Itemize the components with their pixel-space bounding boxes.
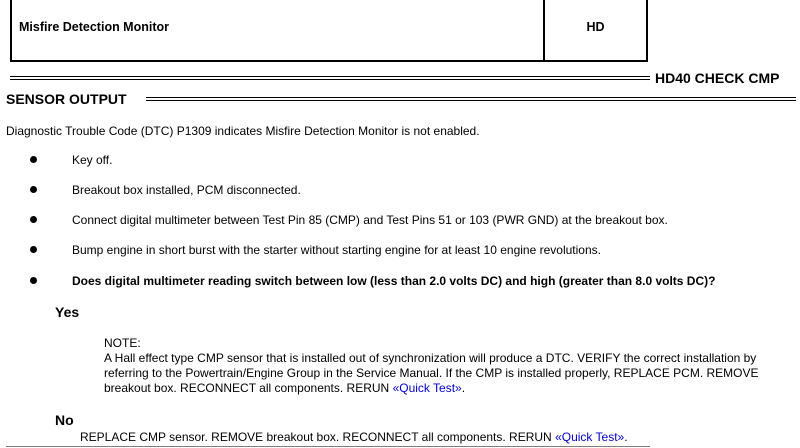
yes-label: Yes [55, 304, 80, 320]
note-end: . [461, 381, 466, 395]
yes-note [104, 336, 794, 396]
bullet-icon [30, 186, 37, 193]
section-subtitle: SENSOR OUTPUT [6, 91, 127, 107]
step-item: Breakout box installed, PCM disconnected. [72, 183, 301, 197]
step-item: Key off. [72, 153, 113, 167]
section-title: HD40 CHECK CMP [655, 70, 780, 86]
section-rule [10, 76, 650, 80]
bottom-rule [6, 446, 650, 447]
step-question: Does digital multimeter reading switch between low (less than 2.0 volts DC) and high (greater than 8.0 volts DC)? [72, 274, 716, 288]
header-title: Misfire Detection Monitor [19, 20, 170, 34]
bullet-icon [30, 216, 37, 223]
note-body: A Hall effect type CMP sensor that is installed out of synchronization will produce a DTC. VERIFY the correct installation by referring to the Powertrain/Engine Group in the Service Manual. If the CMP is installed properly, REPLACE PCM. REMOVE breakout box. RECONNECT all components. RERUN [104, 351, 759, 395]
note-text [104, 351, 794, 396]
bullet-icon [30, 156, 37, 163]
no-label: No [55, 412, 74, 428]
no-body: REPLACE CMP sensor. REMOVE breakout box. RECONNECT all components. RERUN [80, 430, 556, 444]
intro-text: Diagnostic Trouble Code (DTC) P1309 indicates Misfire Detection Monitor is not enabled. [6, 124, 480, 138]
note-label: NOTE: [104, 336, 141, 350]
step-item: Connect digital multimeter between Test Pin 85 (CMP) and Test Pins 51 or 103 (PWR GND) at the breakout box. [72, 213, 668, 227]
header-code: HD [586, 20, 605, 34]
bullet-icon [30, 277, 37, 284]
no-action [80, 430, 628, 444]
quick-test-link[interactable]: «Quick Test» [555, 430, 625, 444]
step-item: Bump engine in short burst with the starter without starting engine for at least 10 engine revolutions. [72, 243, 601, 257]
subtitle-rule [146, 97, 796, 101]
quick-test-link[interactable]: «Quick Test» [392, 381, 462, 395]
bullet-icon [30, 246, 37, 253]
no-end: . [624, 430, 628, 444]
